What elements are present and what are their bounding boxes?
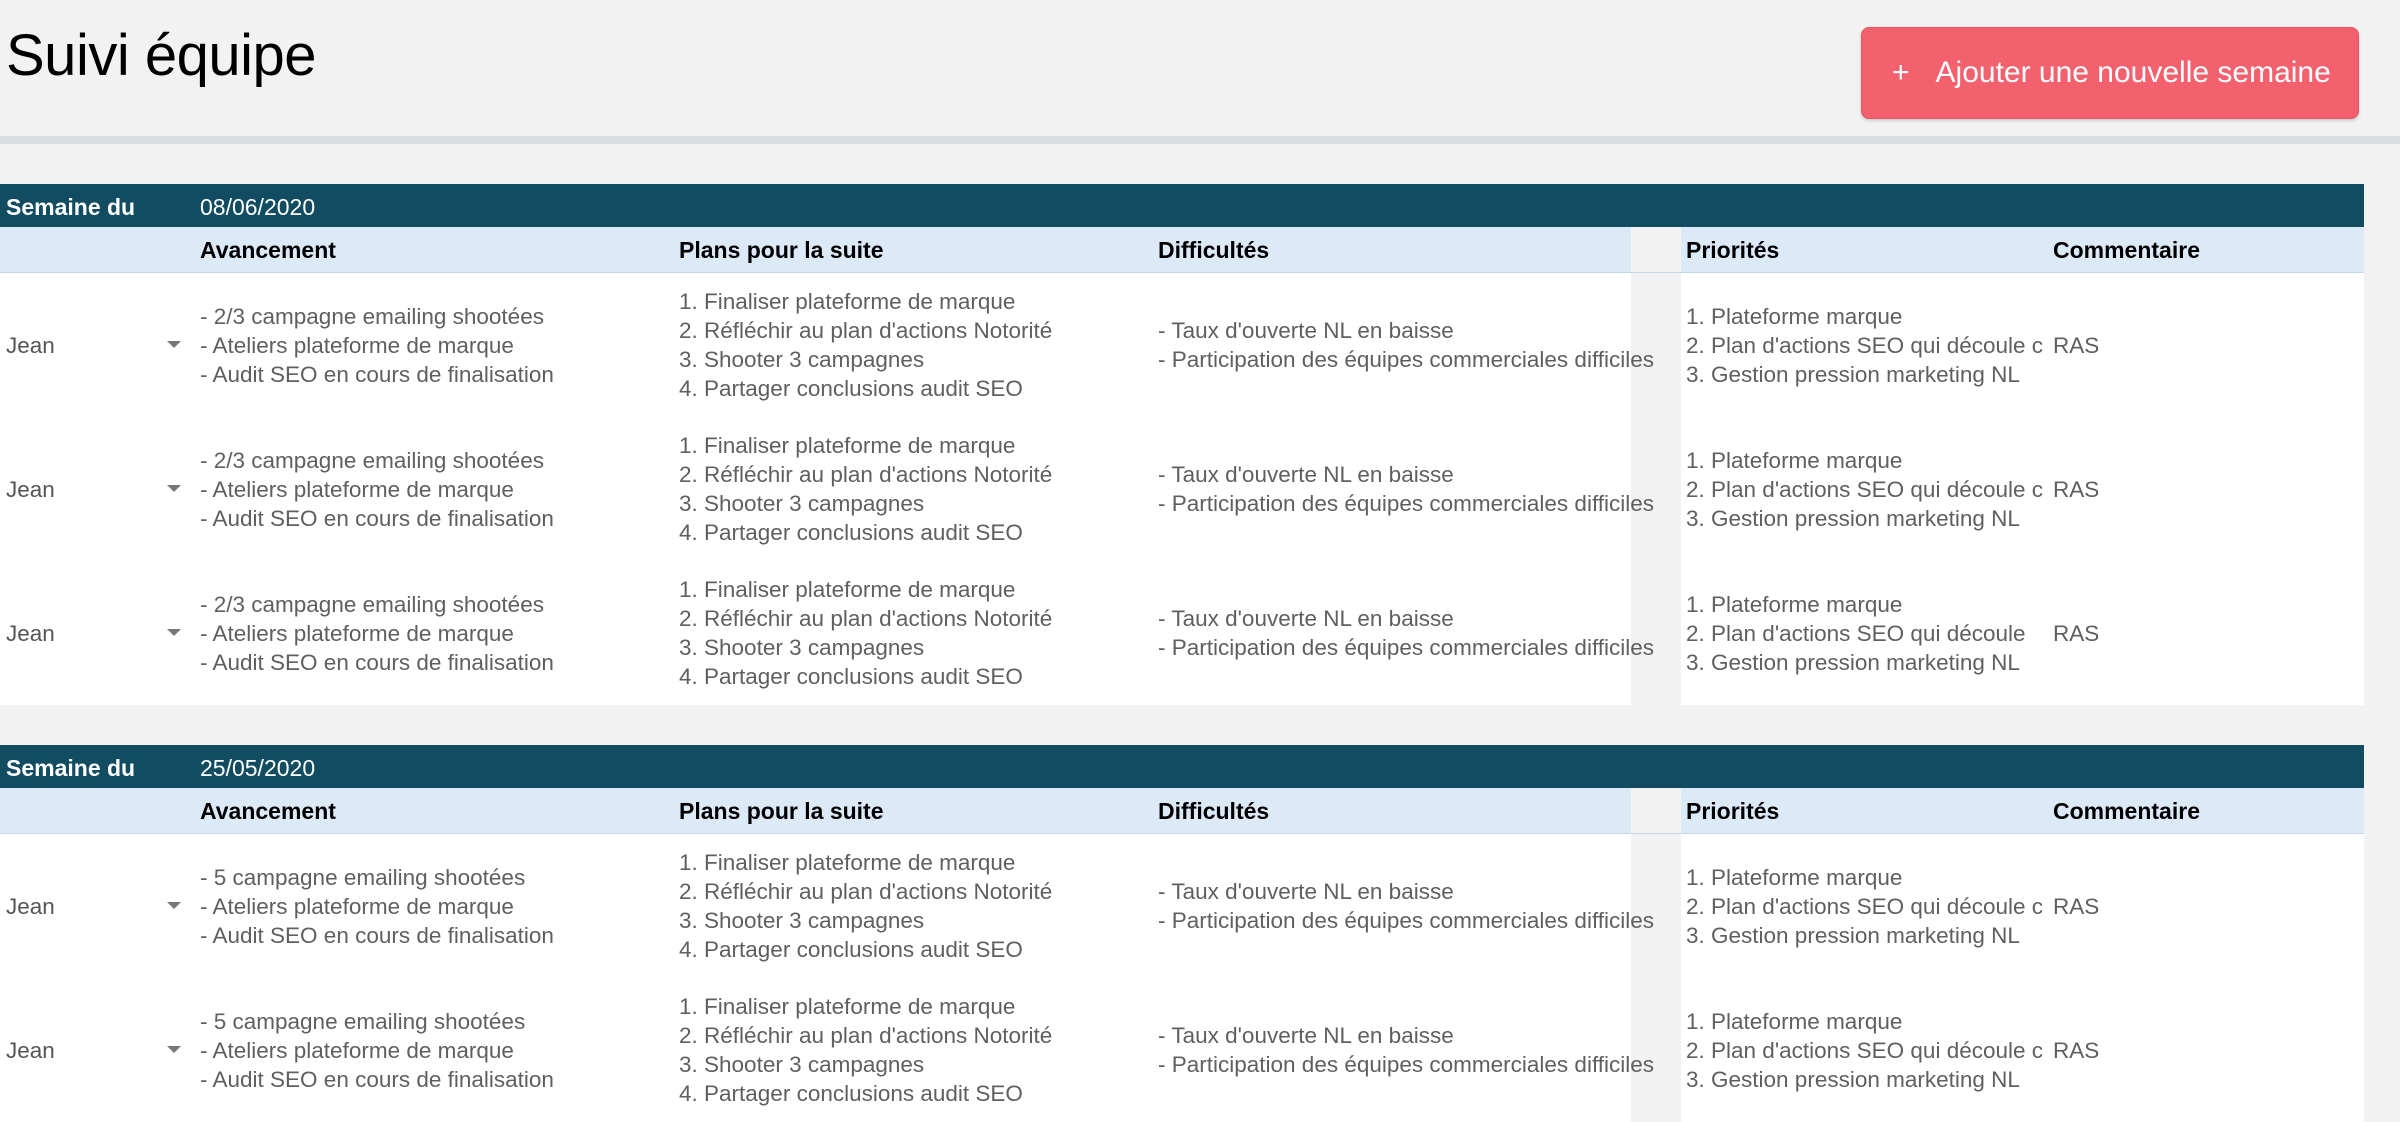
cell-line: 3. Shooter 3 campagnes bbox=[679, 908, 925, 933]
cell-difficultes[interactable] bbox=[1158, 877, 1680, 935]
cell-commentaire[interactable]: RAS bbox=[2053, 332, 2100, 358]
cell-line: 2. Plan d'actions SEO qui découle c bbox=[1686, 476, 2044, 502]
member-select[interactable]: Jean bbox=[6, 620, 55, 646]
cell-line: - Participation des équipes commerciales difficiles bbox=[1158, 635, 1655, 660]
cell-line: 1. Finaliser plateforme de marque bbox=[679, 994, 1016, 1019]
cell-line: - Participation des équipes commerciales difficiles bbox=[1158, 347, 1655, 372]
column-header-plans: Plans pour la suite bbox=[679, 237, 884, 263]
column-headers bbox=[0, 227, 2364, 273]
cell-line: 2. Plan d'actions SEO qui découle c bbox=[1686, 1037, 2044, 1063]
page-title: Suivi équipe bbox=[6, 23, 316, 88]
cell-line: 4. Partager conclusions audit SEO bbox=[679, 664, 1023, 689]
week-header-bar bbox=[0, 184, 2364, 227]
cell-line: - Ateliers plateforme de marque bbox=[200, 893, 514, 919]
cell-line: 4. Partager conclusions audit SEO bbox=[679, 520, 1023, 545]
table-row bbox=[0, 561, 2364, 705]
cell-difficultes[interactable] bbox=[1158, 604, 1680, 662]
cell-plans[interactable] bbox=[679, 848, 1149, 964]
cell-line: 2. Réfléchir au plan d'actions Notorité bbox=[679, 606, 1053, 631]
column-header-difficultes: Difficultés bbox=[1158, 237, 1270, 263]
add-week-button[interactable] bbox=[1861, 27, 2359, 119]
week-date[interactable]: 08/06/2020 bbox=[200, 194, 316, 220]
cell-line: 1. Plateforme marque bbox=[1686, 447, 1903, 473]
cell-line: 4. Partager conclusions audit SEO bbox=[679, 376, 1023, 401]
column-header-plans: Plans pour la suite bbox=[679, 798, 884, 824]
week-table bbox=[0, 745, 2364, 1122]
cell-avancement[interactable] bbox=[200, 446, 670, 533]
column-header-commentaire: Commentaire bbox=[2053, 798, 2200, 824]
cell-difficultes[interactable] bbox=[1158, 460, 1680, 518]
week-date[interactable]: 25/05/2020 bbox=[200, 755, 316, 781]
column-spacer bbox=[1631, 227, 1681, 272]
column-header-priorites: Priorités bbox=[1686, 798, 1780, 824]
cell-line: 3. Shooter 3 campagnes bbox=[679, 1052, 925, 1077]
cell-line: - Taux d'ouverte NL en baisse bbox=[1158, 462, 1454, 487]
cell-line: 1. Plateforme marque bbox=[1686, 1008, 1903, 1034]
cell-plans[interactable] bbox=[679, 431, 1149, 547]
cell-line: - Audit SEO en cours de finalisation bbox=[200, 505, 554, 531]
member-select[interactable]: Jean bbox=[6, 476, 55, 502]
chevron-down-icon[interactable] bbox=[167, 902, 181, 909]
column-header-difficultes: Difficultés bbox=[1158, 798, 1270, 824]
chevron-down-icon[interactable] bbox=[167, 629, 181, 636]
cell-line: - Taux d'ouverte NL en baisse bbox=[1158, 1023, 1454, 1048]
header-divider bbox=[0, 136, 2400, 144]
chevron-down-icon[interactable] bbox=[167, 1046, 181, 1053]
cell-difficultes[interactable] bbox=[1158, 1021, 1680, 1079]
cell-line: 2. Plan d'actions SEO qui découle c bbox=[1686, 332, 2044, 358]
cell-line: 3. Gestion pression marketing NL bbox=[1686, 361, 2020, 387]
column-spacer bbox=[1631, 788, 1681, 833]
cell-priorites[interactable] bbox=[1686, 302, 2046, 389]
member-select[interactable]: Jean bbox=[6, 332, 55, 358]
cell-priorites[interactable] bbox=[1686, 590, 2046, 677]
plus-icon: + bbox=[1892, 56, 1910, 89]
cell-line: 3. Shooter 3 campagnes bbox=[679, 635, 925, 660]
column-header-commentaire: Commentaire bbox=[2053, 237, 2200, 263]
cell-line: - Ateliers plateforme de marque bbox=[200, 332, 514, 358]
cell-line: 2. Plan d'actions SEO qui découle c bbox=[1686, 893, 2044, 919]
column-header-avancement: Avancement bbox=[200, 237, 336, 263]
cell-avancement[interactable] bbox=[200, 863, 670, 950]
week-label: Semaine du bbox=[6, 755, 136, 781]
cell-line: - Ateliers plateforme de marque bbox=[200, 476, 514, 502]
table-row bbox=[0, 978, 2364, 1122]
cell-line: - 2/3 campagne emailing shootées bbox=[200, 303, 544, 329]
cell-line: - Taux d'ouverte NL en baisse bbox=[1158, 318, 1454, 343]
cell-line: 2. Réfléchir au plan d'actions Notorité bbox=[679, 1023, 1053, 1048]
cell-line: - Audit SEO en cours de finalisation bbox=[200, 361, 554, 387]
cell-commentaire[interactable]: RAS bbox=[2053, 1037, 2100, 1063]
cell-commentaire[interactable]: RAS bbox=[2053, 620, 2100, 646]
cell-line: - Ateliers plateforme de marque bbox=[200, 1037, 514, 1063]
cell-line: - Audit SEO en cours de finalisation bbox=[200, 1066, 554, 1092]
column-header-priorites: Priorités bbox=[1686, 237, 1780, 263]
cell-commentaire[interactable]: RAS bbox=[2053, 893, 2100, 919]
cell-line: - 2/3 campagne emailing shootées bbox=[200, 591, 544, 617]
cell-line: 2. Plan d'actions SEO qui découle bbox=[1686, 620, 2026, 646]
cell-line: 3. Shooter 3 campagnes bbox=[679, 347, 925, 372]
cell-line: 2. Réfléchir au plan d'actions Notorité bbox=[679, 879, 1053, 904]
cell-line: 3. Gestion pression marketing NL bbox=[1686, 505, 2020, 531]
cell-line: 3. Shooter 3 campagnes bbox=[679, 491, 925, 516]
cell-plans[interactable] bbox=[679, 575, 1149, 691]
cell-line: - Participation des équipes commerciales difficiles bbox=[1158, 491, 1655, 516]
cell-line: 4. Partager conclusions audit SEO bbox=[679, 1081, 1023, 1106]
cell-line: - Participation des équipes commerciales difficiles bbox=[1158, 1052, 1655, 1077]
week-table bbox=[0, 184, 2364, 705]
cell-line: - 5 campagne emailing shootées bbox=[200, 864, 526, 890]
cell-priorites[interactable] bbox=[1686, 1007, 2046, 1094]
column-headers bbox=[0, 788, 2364, 834]
cell-priorites[interactable] bbox=[1686, 446, 2046, 533]
cell-priorites[interactable] bbox=[1686, 863, 2046, 950]
cell-line: 2. Réfléchir au plan d'actions Notorité bbox=[679, 318, 1053, 343]
cell-line: 2. Réfléchir au plan d'actions Notorité bbox=[679, 462, 1053, 487]
cell-line: - Ateliers plateforme de marque bbox=[200, 620, 514, 646]
member-select[interactable]: Jean bbox=[6, 893, 55, 919]
cell-line: - Audit SEO en cours de finalisation bbox=[200, 922, 554, 948]
cell-difficultes[interactable] bbox=[1158, 316, 1680, 374]
cell-plans[interactable] bbox=[679, 287, 1149, 403]
cell-line: 1. Plateforme marque bbox=[1686, 303, 1903, 329]
cell-avancement[interactable] bbox=[200, 590, 670, 677]
cell-line: 4. Partager conclusions audit SEO bbox=[679, 937, 1023, 962]
cell-line: - Participation des équipes commerciales difficiles bbox=[1158, 908, 1655, 933]
cell-line: 1. Finaliser plateforme de marque bbox=[679, 289, 1016, 314]
table-row bbox=[0, 417, 2364, 561]
cell-line: - Taux d'ouverte NL en baisse bbox=[1158, 606, 1454, 631]
cell-line: 1. Plateforme marque bbox=[1686, 864, 1903, 890]
add-week-button-label: Ajouter une nouvelle semaine bbox=[1935, 56, 2331, 89]
chevron-down-icon[interactable] bbox=[167, 341, 181, 348]
cell-line: - 2/3 campagne emailing shootées bbox=[200, 447, 544, 473]
table-row bbox=[0, 273, 2364, 417]
cell-line: - 5 campagne emailing shootées bbox=[200, 1008, 526, 1034]
cell-line: 1. Finaliser plateforme de marque bbox=[679, 433, 1016, 458]
member-select[interactable]: Jean bbox=[6, 1037, 55, 1063]
cell-line: 3. Gestion pression marketing NL bbox=[1686, 649, 2020, 675]
cell-line: 3. Gestion pression marketing NL bbox=[1686, 1066, 2020, 1092]
cell-line: 3. Gestion pression marketing NL bbox=[1686, 922, 2020, 948]
cell-commentaire[interactable]: RAS bbox=[2053, 476, 2100, 502]
cell-avancement[interactable] bbox=[200, 1007, 670, 1094]
table-row bbox=[0, 834, 2364, 978]
chevron-down-icon[interactable] bbox=[167, 485, 181, 492]
cell-plans[interactable] bbox=[679, 992, 1149, 1108]
cell-line: 1. Finaliser plateforme de marque bbox=[679, 577, 1016, 602]
cell-line: - Taux d'ouverte NL en baisse bbox=[1158, 879, 1454, 904]
cell-line: - Audit SEO en cours de finalisation bbox=[200, 649, 554, 675]
app-header bbox=[0, 0, 2400, 137]
cell-avancement[interactable] bbox=[200, 302, 670, 389]
week-label: Semaine du bbox=[6, 194, 136, 220]
cell-line: 1. Finaliser plateforme de marque bbox=[679, 850, 1016, 875]
cell-line: 1. Plateforme marque bbox=[1686, 591, 1903, 617]
column-header-avancement: Avancement bbox=[200, 798, 336, 824]
week-header-bar bbox=[0, 745, 2364, 788]
